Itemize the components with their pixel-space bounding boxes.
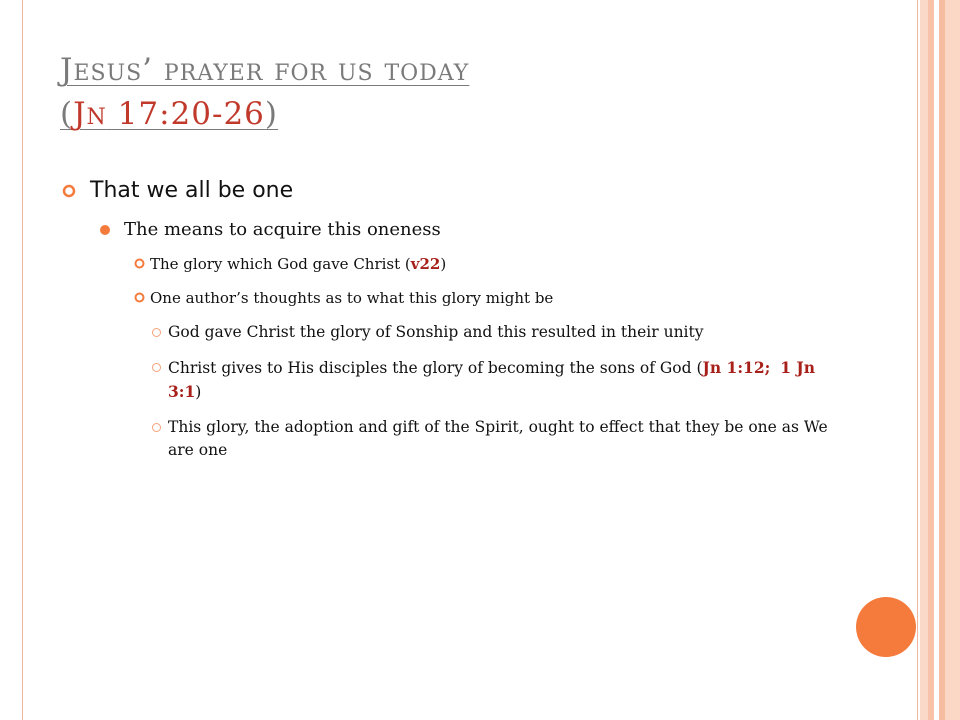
reference-separator bbox=[770, 359, 780, 377]
detail-text: This glory, the adoption and gift of the Spirit, ought to effect that they be one as We are one bbox=[168, 418, 828, 459]
decorative-circle bbox=[856, 597, 916, 657]
right-stripe bbox=[920, 0, 928, 720]
main-point: That we all be one bbox=[90, 178, 294, 203]
ring-bullet-icon bbox=[134, 258, 145, 269]
bullet-level-4 bbox=[60, 356, 850, 404]
detail-text-end: ) bbox=[195, 383, 202, 401]
small-ring-bullet-icon bbox=[152, 423, 161, 432]
ref-small: n bbox=[86, 96, 107, 132]
bullet-level-4 bbox=[60, 416, 850, 462]
ring-bullet-icon bbox=[62, 184, 76, 198]
title-line-1 bbox=[60, 48, 860, 92]
ring-bullet-icon bbox=[134, 292, 145, 303]
title-text: esus’ prayer for us today bbox=[73, 52, 470, 88]
item-text: One author’s thoughts as to what this glory might be bbox=[150, 289, 554, 307]
small-ring-bullet-icon bbox=[152, 328, 161, 337]
item-text-end: ) bbox=[440, 255, 447, 273]
title-reference-link[interactable] bbox=[73, 96, 265, 132]
dot-bullet-icon bbox=[100, 225, 110, 235]
verse-reference: Jn 1:12; bbox=[702, 358, 771, 377]
title-paren-close: ) bbox=[264, 96, 279, 132]
item-text: The glory which God gave Christ ( bbox=[150, 255, 411, 273]
title-line-2 bbox=[60, 92, 860, 136]
detail-text: God gave Christ the glory of Sonship and this resulted in their unity bbox=[168, 323, 704, 341]
right-frame-line bbox=[917, 0, 918, 720]
ref-initial: J bbox=[73, 96, 87, 132]
verse-reference: 1 Jn 3:1 bbox=[168, 358, 815, 401]
ref-verses: 17:20-26 bbox=[106, 96, 265, 132]
right-stripe bbox=[945, 0, 960, 720]
title-paren-open: ( bbox=[60, 96, 74, 132]
bullet-level-3 bbox=[60, 253, 850, 275]
small-ring-bullet-icon bbox=[152, 363, 161, 372]
sub-point: The means to acquire this oneness bbox=[124, 219, 441, 240]
verse-reference: v22 bbox=[410, 255, 441, 273]
bullet-level-2 bbox=[60, 215, 850, 245]
detail-text: Christ gives to His disciples the glory of becoming the sons of God ( bbox=[168, 359, 703, 377]
title-initial: J bbox=[60, 52, 74, 88]
bullet-level-3 bbox=[60, 287, 850, 309]
slide-body bbox=[60, 175, 850, 474]
bullet-level-4 bbox=[60, 321, 850, 344]
bullet-level-1 bbox=[60, 175, 850, 207]
left-frame-line bbox=[22, 0, 23, 720]
slide-title bbox=[60, 48, 860, 136]
